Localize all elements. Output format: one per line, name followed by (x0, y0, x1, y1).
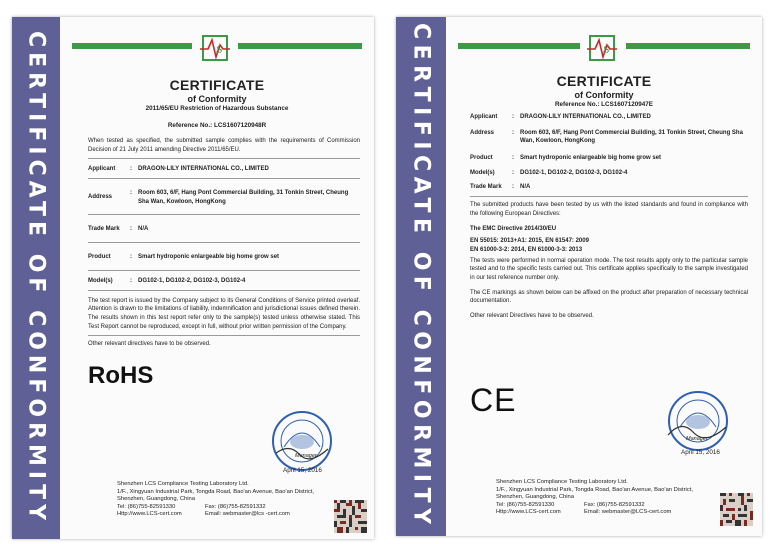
reference-number: Reference No.: LCS1607120948R (167, 122, 267, 129)
divider (88, 158, 360, 159)
other-directives: Other relevant directives have to be observed. (88, 341, 211, 348)
lcs-logo-icon (199, 33, 231, 63)
trademark-value: N/A (520, 184, 531, 191)
product-row: Product : Smart hydroponic enlargeable big home grow set (88, 253, 360, 262)
applicant-value: DRAGON-LILY INTERNATIONAL CO., LIMITED (138, 166, 269, 173)
title-block (72, 77, 362, 129)
product-value: Smart hydroponic enlargeable big home grow set (520, 155, 662, 162)
certificate-body (470, 113, 748, 423)
header-bar-left (72, 43, 192, 49)
standards-line-1: EN 55015: 2013+A1: 2015, EN 61547: 2009 (470, 238, 589, 245)
applicant-value: DRAGON-LILY INTERNATIONAL CO., LIMITED (520, 114, 651, 120)
signature-title: Manager (686, 436, 708, 442)
footer-address2: Shenzhen, Guangdong, China (496, 494, 574, 501)
header-bar-left (458, 43, 580, 49)
applicant-label: Applicant (470, 114, 498, 120)
applicant-row: Applicant : DRAGON-LILY INTERNATIONAL CO., LIMITED (88, 165, 360, 174)
testing-seal-icon (666, 389, 730, 453)
ce-mark: CE (470, 381, 517, 418)
footer-lab: Shenzhen LCS Compliance Testing Laboratory Ltd. (496, 479, 628, 485)
other-directives: Other relevant Directives have to be observed. (470, 313, 594, 319)
standards-line-2: EN 61000-3-2: 2014, EN 61000-3-3: 2013 (470, 246, 583, 253)
certificate-subtitle: of Conformity (574, 90, 634, 100)
trademark-label: Trade Mark (470, 184, 502, 191)
rohs-mark: RoHS (88, 361, 154, 389)
models-label: Model(s) (88, 277, 113, 284)
stamp-date: April 15, 2016 (681, 449, 720, 456)
header-bar-right (238, 43, 362, 49)
footer-lab: Shenzhen LCS Compliance Testing Laboratory Ltd. (117, 481, 249, 487)
divider (88, 335, 360, 336)
footer-email: Email: webmaster@lcs -cert.com (205, 511, 290, 518)
lcs-logo-icon (586, 33, 618, 63)
certificate-subtitle: of Conformity (187, 94, 247, 104)
disclaimer-text: The test report is issued by the Company subject to its General Conditions of Service printed overleaf. Attention is drawn to the limitations of liability, indemnification and jurisdictional issues defined therein. The results shown in this test report refer only to the sample(s) tested unless otherwise stated. This Test Report cannot be reproduced, except in full, without prior written permission of the Company. (88, 297, 360, 330)
ce-certificate (396, 17, 762, 536)
footer-email: Email: webmaster@LCS-cert.com (584, 509, 672, 516)
models-label: Model(s) (470, 169, 495, 176)
trademark-label: Trade Mark (88, 226, 120, 233)
svg-text:S: S (216, 45, 223, 56)
title-block (458, 73, 750, 108)
address-label: Address (470, 129, 495, 136)
header-bar-right (626, 43, 750, 49)
footer-web: Http://www.LCS-cert.com (117, 511, 182, 518)
footer-tel: Tel: (86)755-82591330 (117, 503, 176, 510)
trademark-row: Trade Mark : N/A (88, 225, 360, 234)
certificate-body (88, 137, 360, 394)
side-band-text: CERTIFICATE OF CONFORMITY (408, 23, 434, 530)
side-band (12, 17, 60, 539)
directive-line: 2011/65/EU Restriction of Hazardous Substance (145, 105, 289, 112)
header-logo (72, 33, 362, 63)
footer (117, 481, 347, 519)
footer-address1: 1/F., Xingyuan Industrial Park, Tongda Road, Bao'an Avenue, Bao'an District, (496, 486, 693, 493)
footer-address2: Shenzhen, Guangdong, China (117, 496, 195, 503)
applicant-row: Applicant : DRAGON-LILY INTERNATIONAL CO., LIMITED (470, 113, 748, 122)
models-row: Model(s) : DG102-1, DG102-2, DG102-3, DG102-4 (470, 169, 748, 178)
intro-text: The submitted products have been tested by us with the listed standards and found in compliance with the following European Directives: (470, 202, 748, 217)
emc-directive: The EMC Directive 2014/30/EU (470, 225, 557, 232)
stamp-date: April 15, 2016 (283, 467, 322, 474)
applicant-label: Applicant (88, 166, 116, 173)
svg-text:S: S (603, 45, 610, 56)
trademark-value: N/A (138, 226, 149, 233)
address-row: Address : Room 603, 6/F, Hang Pont Commercial Building, 31 Tonkin Street, Cheung Sha Wan, Kowloon, HongKong (470, 129, 748, 146)
divider (88, 242, 360, 243)
header-logo (458, 33, 750, 63)
address-value: Room 603, 6/F, Hang Pont Commercial Building, 31 Tonkin Street, Cheung Sha Wan, Kowloon, HongKong (520, 129, 743, 145)
address-value: Room 603, 6/F, Hang Pont Commercial Building, 31 Tonkin Street, Cheung Sha Wan, Kowloon, HongKong (138, 190, 349, 205)
footer-fax: Fax: (86)755-82591332 (205, 503, 266, 510)
qr-code-icon (334, 500, 367, 533)
footer (496, 479, 726, 517)
product-row: Product : Smart hydroponic enlargeable big home grow set (470, 154, 748, 163)
reference-number: Reference No.: LCS1607120947E (554, 101, 653, 108)
divider (88, 270, 360, 271)
divider (88, 290, 360, 291)
footer-tel: Tel: (86)755-82591330 (496, 501, 555, 508)
trademark-row: Trade Mark : N/A (470, 183, 748, 192)
signature-title: Manager (295, 453, 317, 459)
side-band (396, 17, 446, 536)
testing-seal-icon (270, 409, 334, 473)
address-row: Address : Room 603, 6/F, Hang Pont Commercial Building, 31 Tonkin Street, Cheung Sha Wan, Kowloon, HongKong (88, 189, 360, 206)
footer-address1: 1/F., Xingyuan Industrial Park, Tongda Road, Bao'an Avenue, Bao'an District, (117, 488, 314, 495)
models-value: DG102-1, DG102-2, DG102-3, DG102-4 (138, 277, 246, 284)
product-label: Product (470, 155, 493, 162)
models-row: Model(s) : DG102-1, DG102-2, DG102-3, DG102-4 (88, 277, 360, 286)
tests-note: The tests were performed in normal operation mode. The test results apply only to the particular sample tested and to the specific tests carried out. This certificate applies specifically to the sample investigated in our test reference number only. (470, 257, 748, 281)
rohs-certificate (12, 17, 374, 539)
side-band-text: CERTIFICATE OF CONFORMITY (23, 30, 49, 526)
divider (470, 196, 748, 197)
models-value: DG102-1, DG102-2, DG102-3, DG102-4 (520, 169, 628, 176)
certificate-title: CERTIFICATE (169, 77, 265, 93)
footer-web: Http://www.LCS-cert.com (496, 509, 561, 516)
product-value: Smart hydroponic enlargeable big home grow set (138, 254, 280, 261)
footer-fax: Fax: (86)755-82591332 (584, 501, 645, 508)
certificate-title: CERTIFICATE (556, 73, 652, 89)
qr-code-icon (720, 493, 753, 526)
divider (88, 178, 360, 179)
ce-marking-note: The CE markings as shown below can be affixed on the product after preparation of necessary technical documentation. (470, 289, 748, 305)
divider (88, 214, 360, 215)
address-label: Address (88, 194, 113, 201)
intro-text: When tested as specified, the submitted sample complies with the requirements of Commission Decision of 21 July 2011 amending Directive 2011/65/EU. (88, 138, 360, 153)
product-label: Product (88, 254, 111, 261)
